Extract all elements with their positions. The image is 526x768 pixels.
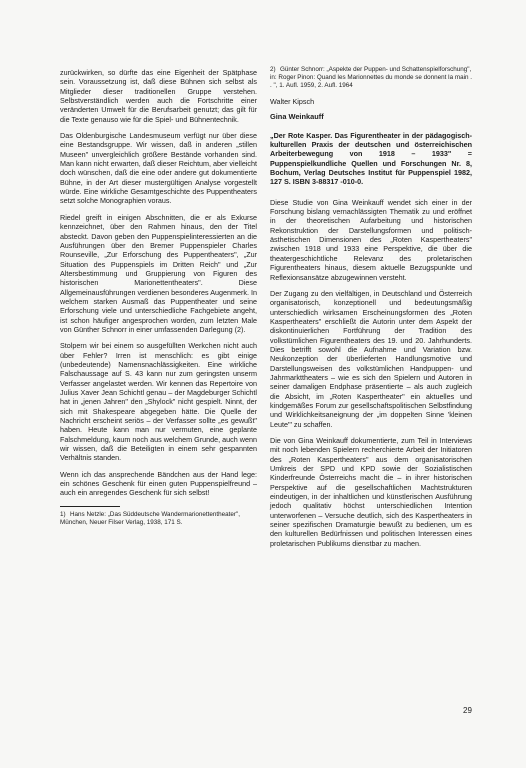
footnote-number: 2) [270,66,276,73]
footnote-1 [60,511,257,527]
paragraph: Wenn ich das ansprechende Bändchen aus der Hand lege: ein schönes Geschenk für einen guten Puppenspielfreund – auch ein anregendes Geschenk für sich selbst! [60,469,257,498]
review-signature: Walter Kipsch [270,97,315,106]
book-title: „Der Rote Kasper. Das Figurentheater in der pädagogisch-kulturellen Praxis der deutschen und österreichischen Arbeiterbewegung von 1918 – 1933" = Puppenspielkundliche Quellen und Forschungen Nr. 8, Bochum, Verlag Deutsches Institut für Puppenspiel 1982, 127 S. ISBN 3-88317 -010-0. [270,130,472,187]
right-column [270,66,472,555]
page-number: 29 [463,706,472,715]
paragraph: zurückwirken, so dürfte das eine Eigenheit der Spätphase sein. Voraussetzung ist, daß diese Bühnen sich selbst als Mitglieder dieser traditionellen Gruppe verstehen. Selbstverständlich werden auch die Fortschritte einer veränderten Umwelt für die Berufsarbeit genutzt; das gilt für die Texte genauso wie für die Spiel- und Bühnentechnik. [60,68,257,124]
footnote-2 [270,66,472,90]
paragraph: Das Oldenburgische Landesmuseum verfügt nur über diese eine Bestandsgruppe. Wir wissen, daß in anderen „stillen Museen" unvergleichlich größere Bestände vorhanden sind. Man kann nicht erwarten, daß dieser Reichtum, aber vielleicht doch wünschen, daß die eine oder andere gut dokumentierte Bühne, in der Art dieser mustergültigen Analyse vorgestellt würde. Eine wirkliche Gesamtgeschichte des Puppentheaters setzt solche Monographien voraus. [60,131,257,206]
paragraph: Der Zugang zu den vielfältigen, in Deutschland und Österreich organisatorisch, konzeptionell und bedeutungsmäßig unterschiedlich wirksamen Erscheinungsformen des „Roten Kaspertheaters" erschließt die Autorin unter dem Aspekt der diskontinuierlichen Fortführung der Tradition des volkstümlichen Figurentheaters des 19. und 20. Jahrhunderts. Dies betrifft sowohl die Aufnahme und Variation bzw. Neukonzeption der überlieferten Handlungsmotive und Darstellungsweisen des volkstümlichen Handpuppen- und Jahrmarkttheaters – wie es sich den Spielern und Autoren in seiner damaligen Endphase präsentierte – als auch zugleich die Absicht, im „Roten Kaspertheater" ein aktuelles und kindgemäßes Forum zur gesellschaftspolitischen Selbstfindung und Wirklichkeitsaneignung der „im doppelten Sinne 'kleinen Leute'" zu schaffen. [270,288,472,429]
footnote-text: Günter Schnorr: „Aspekte der Puppen- und Schattenspielforschung", in: Roger Pinon: Quand les Marionnettes du monde se donnent la main . . ", 1. Aufl. 1959, 2. Aufl. 1964 [270,66,472,89]
paragraph: Stolpern wir bei einem so ausgefüllten Werkchen nicht auch über Fehler? Irren ist menschlich: es gibt einige (unbedeutende) Namensnachlässigkeiten. Eine wirkliche Falschaussage auf S. 43 kann nur zum geringsten unserm Verfasser angelastet werden. Wir kennen das Repertoire von Julius Xaver Jean Schichtl genau – der Magdeburger Schichtl hat in „jenen Jahren" den „Shylock" nicht gespielt. Ninnt, der sich mit Shakespeare abgegeben hätte. Die Quelle der Nachricht erscheint seriös – der Verfasser sollte „es gewußt" haben. Heute kann man nur vermuten, eine geplante Falschmeldung, kaum noch aus welchem Grunde, auch wenn wir wissen, daß die Beteiligten in einem sehr gespannten Verhältnis standen. [60,341,257,463]
left-column [60,68,257,527]
review-author-heading: Gina Weinkauff [270,112,324,122]
paragraph: Riedel greift in einigen Abschnitten, die er als Exkurse kennzeichnet, über den Rahmen hinaus, den der Titel absteckt. Davon geben den Puppenspielinteressierten an die Ausführungen über den Bremer Puppenspieler Charles Rounseville, „Zur Erforschung des Puppentheaters", „Zur Situation des Puppenspiels im Dritten Reich" und „Zur Altersbestimmung und Gruppierung von Figuren des historischen Marionettentheaters". Diese Allgemeinausführungen verdienen besonderes Augenmerk. In welchem starken Ausmaß das Puppentheater und seine Erforschung viele und unterschiedliche Fachgebiete angeht, ist schon häufiger angesprochen worden, zum letzten Male von Günther Schnorr in einer umfassenden Darlegung (2). [60,212,257,334]
paragraph: Diese Studie von Gina Weinkauff wendet sich einer in der Forschung bislang vernachlässigten Thematik zu und eröffnet in der theoretischen Aufarbeitung und historischen Rekonstruktion der Darstellungsformen und politisch-ästhetischen Dimensionen des „Roten Kaspertheaters" zwischen 1918 und 1933 eine Perspektive, die über die theatergeschichtliche Relevanz des proletarischen Figurentheaters hinaus, diesem aktuelle Bezugspunkte und Reflexionsansätze abzugewinnen versteht. [270,197,472,282]
paragraph: Die von Gina Weinkauff dokumentierte, zum Teil in Interviews mit noch lebenden Spielern recherchierte Arbeit der Initiatoren des „Roten Kaspertheaters" aus dem organisatorischen Umkreis der SPD und KPD sowie der Sozialistischen Kinderfreunde Österreichs macht die – in ihrer historischen Perspektive auf die gesellschaftlichen Machtstrukturen eindeutigen, in der inhaltlichen und künstlerischen Ausführung jedoch qualitativ höchst unterschiedlichen Intention unterworfenen – Versuche deutlich, sich des Kaspertheaters in seiner spezifischen Dramaturgie bewußt zu bedienen, um es den kulturellen Bedürfnissen und politischen Interessen eines proletarischen Publikums dienstbar zu machen. [270,436,472,548]
footnote-text: Hans Netzle: „Das Süddeutsche Wandermarionettentheater", München, Neuer Filser Verlag, 1938, 171 S. [60,510,241,526]
footnote-number: 1) [60,510,66,518]
footnote-rule [60,506,120,507]
